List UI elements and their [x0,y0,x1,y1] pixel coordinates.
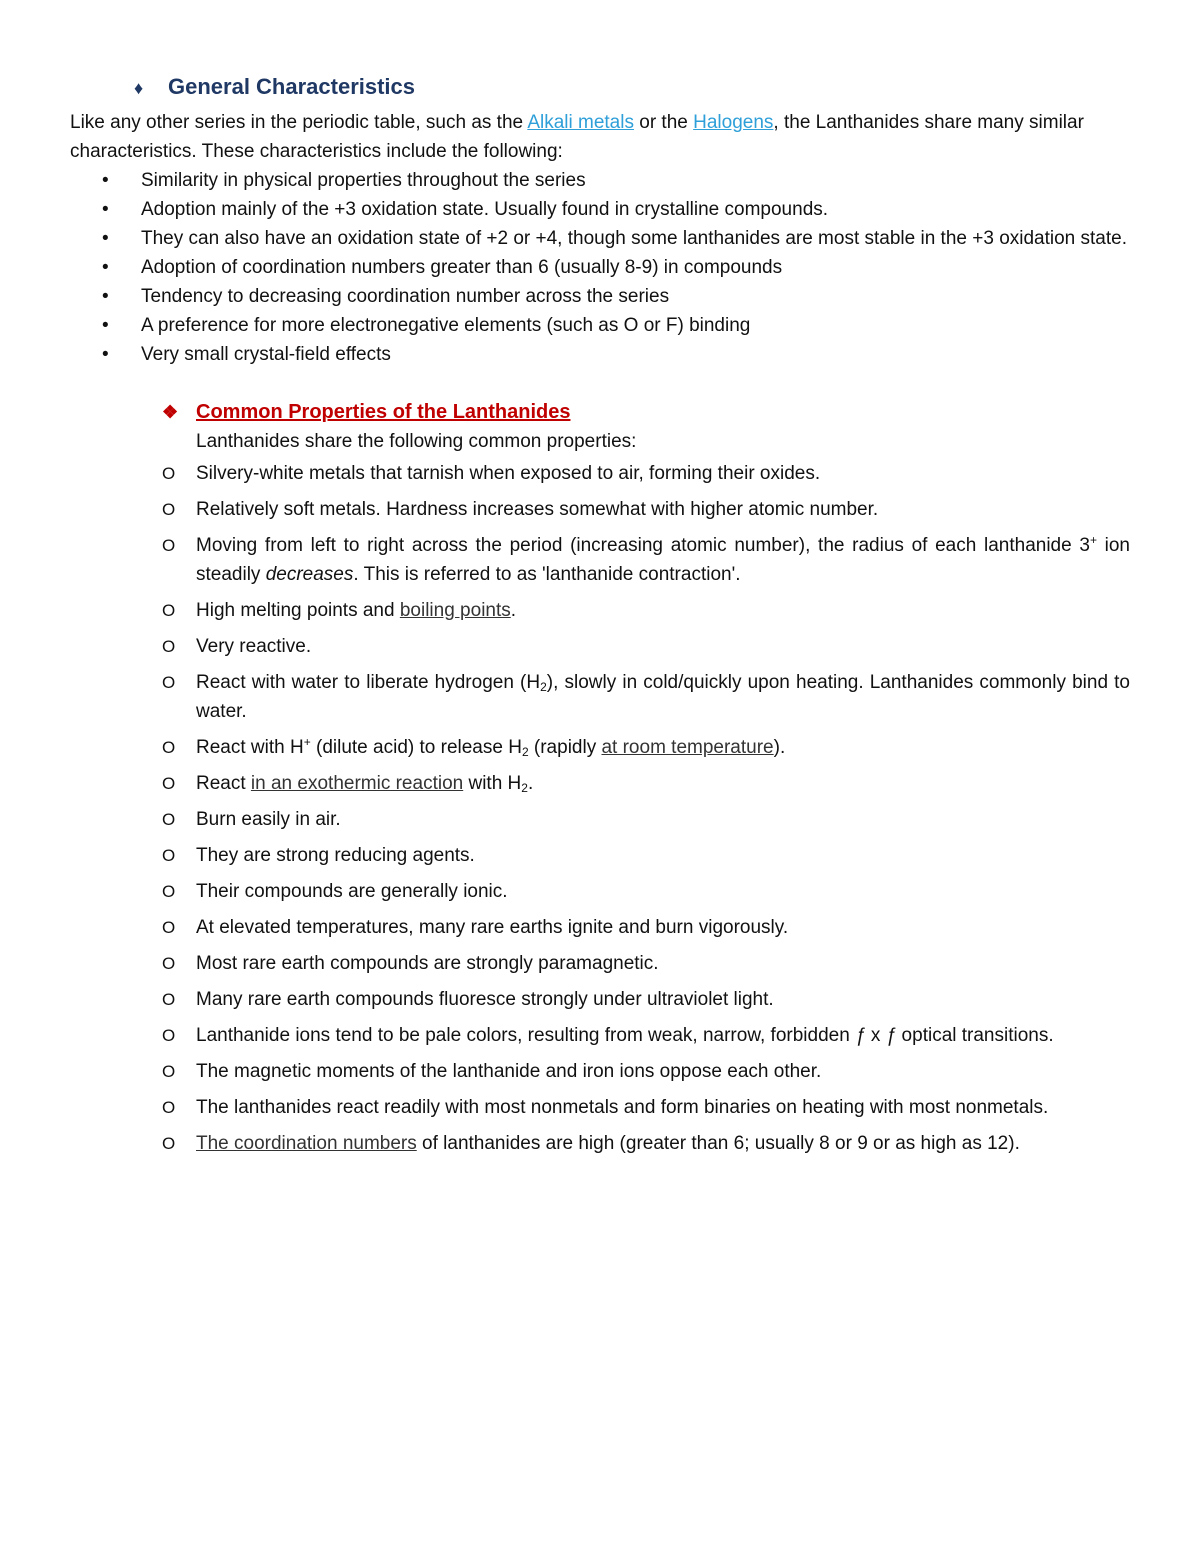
list-item [70,311,1130,340]
superscript: + [1089,533,1097,547]
text: ), slowly in cold/quickly upon heating. Lanthanides commonly bind to water. [196,672,1130,722]
intro-text: or the [633,112,694,133]
circle-bullet-icon: O [162,1062,176,1081]
diamond-bullet-icon: ♦ [134,78,144,98]
list-item [70,913,1130,942]
circle-bullet-icon: O [162,846,176,865]
circle-bullet-icon: O [162,954,176,973]
general-intro-paragraph [70,108,1130,166]
heading-text: Common Properties of the Lanthanides [196,401,571,423]
general-characteristics-heading [134,74,1130,108]
intro-text: , the Lanthanides share many similar characteristics. These characteristics include the following: [70,112,1084,162]
room-temperature-link[interactable]: at room temperature [601,737,774,758]
list-item [70,877,1130,906]
circle-bullet-icon: O [162,1026,176,1045]
list-item [70,632,1130,661]
circle-bullet-icon: O [162,810,176,829]
list-item [70,1057,1130,1086]
list-item [70,985,1130,1014]
list-item [70,224,1130,253]
list-item-text: Adoption mainly of the +3 oxidation state. Usually found in crystalline compounds. [141,199,829,220]
text: x [865,1025,886,1046]
intro-text: Like any other series in the periodic table, such as the [70,112,528,133]
bullet-icon: • [102,257,109,278]
list-item-text: They are strong reducing agents. [196,845,475,866]
bullet-icon: • [102,286,109,307]
text: optical transitions. [896,1025,1054,1046]
text: High melting points and [196,600,400,621]
list-item [70,949,1130,978]
list-item [70,531,1130,589]
list-item-text: Very small crystal-field effects [141,344,391,365]
list-item-text: Relatively soft metals. Hardness increases somewhat with higher atomic number. [196,499,879,520]
list-item-text: Most rare earth compounds are strongly paramagnetic. [196,953,659,974]
text: ion steadily [196,535,1130,585]
list-item [70,166,1130,195]
list-item [70,340,1130,369]
bullet-icon: • [102,315,109,336]
emphasis: decreases [265,564,354,585]
four-diamond-bullet-icon: ❖ [162,402,179,422]
text: with H [463,773,522,794]
list-item-text: Tendency to decreasing coordination number across the series [141,286,670,307]
text: Lanthanide ions tend to be pale colors, resulting from weak, narrow, forbidden [196,1025,856,1046]
list-item [70,195,1130,224]
superscript: + [303,735,311,749]
list-item-text: At elevated temperatures, many rare earths ignite and burn vigorously. [196,917,789,938]
list-item [70,282,1130,311]
coordination-numbers-link[interactable]: The coordination numbers [196,1133,417,1154]
document-page [70,74,1130,1165]
list-item [70,668,1130,726]
subscript: 2 [521,781,528,795]
common-properties-intro: Lanthanides share the following common properties: [196,431,637,452]
circle-bullet-icon: O [162,918,176,937]
bullet-icon: • [102,199,109,220]
text: React with H [196,737,304,758]
subscript: 2 [521,745,529,759]
f-symbol: ƒ [885,1025,897,1046]
bullet-icon: • [102,228,109,249]
text: . [527,773,534,794]
circle-bullet-icon: O [162,464,176,483]
list-item [70,253,1130,282]
subscript: 2 [540,680,547,694]
list-item [70,805,1130,834]
boiling-points-link[interactable]: boiling points [399,600,511,621]
f-symbol: ƒ [855,1025,866,1046]
circle-bullet-icon: O [162,673,176,692]
circle-bullet-icon: O [162,774,176,793]
list-item-text: Very reactive. [196,636,312,657]
list-item-text: Similarity in physical properties throughout the series [141,170,586,191]
exothermic-reaction-link[interactable]: in an exothermic reaction [250,773,464,794]
list-item [70,733,1130,762]
bullet-icon: • [102,344,109,365]
circle-bullet-icon: O [162,536,176,555]
text: ). [773,737,786,758]
circle-bullet-icon: O [162,637,176,656]
common-properties-heading [162,397,1130,427]
text: . [510,600,517,621]
list-item-text: They can also have an oxidation state of +2 or +4, though some lanthanides are most stable in the +3 oxidation state. [141,228,1127,249]
list-item [70,1129,1130,1158]
list-item [70,1021,1130,1050]
alkali-metals-link[interactable]: Alkali metals [527,112,634,133]
text: React [196,773,251,794]
text: Moving from left to right across the period (increasing atomic number), the radius of each lanthanide 3 [196,535,1090,556]
text: React with water to liberate hydrogen (H [196,672,541,693]
list-item-text: A preference for more electronegative elements (such as O or F) binding [141,315,751,336]
circle-bullet-icon: O [162,990,176,1009]
bullet-icon: • [102,170,109,191]
list-item [70,841,1130,870]
circle-bullet-icon: O [162,882,176,901]
heading-text: General Characteristics [168,74,416,99]
text: . This is referred to as 'lanthanide contraction'. [353,564,741,585]
list-item-text: Many rare earth compounds fluoresce strongly under ultraviolet light. [196,989,774,1010]
list-item-text: Their compounds are generally ionic. [196,881,508,902]
circle-bullet-icon: O [162,1134,176,1153]
list-item-text: The magnetic moments of the lanthanide and iron ions oppose each other. [196,1061,822,1082]
circle-bullet-icon: O [162,738,176,757]
circle-bullet-icon: O [162,500,176,519]
text: (rapidly [528,737,602,758]
text: of lanthanides are high (greater than 6; usually 8 or 9 or as high as 12). [416,1133,1020,1154]
list-item-text: Silvery-white metals that tarnish when exposed to air, forming their oxides. [196,463,821,484]
list-item [70,769,1130,798]
circle-bullet-icon: O [162,1098,176,1117]
list-item-text: The lanthanides react readily with most nonmetals and form binaries on heating with most nonmetals. [196,1097,1049,1118]
list-item [70,495,1130,524]
general-characteristics-list [70,166,1130,369]
list-item [70,459,1130,488]
list-item-text: Burn easily in air. [196,809,341,830]
list-item [70,1093,1130,1122]
list-item [70,596,1130,625]
circle-bullet-icon: O [162,601,176,620]
text: (dilute acid) to release H [310,737,522,758]
halogens-link[interactable]: Halogens [693,112,774,133]
common-properties-list [70,459,1130,1158]
list-item-text: Adoption of coordination numbers greater than 6 (usually 8-9) in compounds [141,257,783,278]
